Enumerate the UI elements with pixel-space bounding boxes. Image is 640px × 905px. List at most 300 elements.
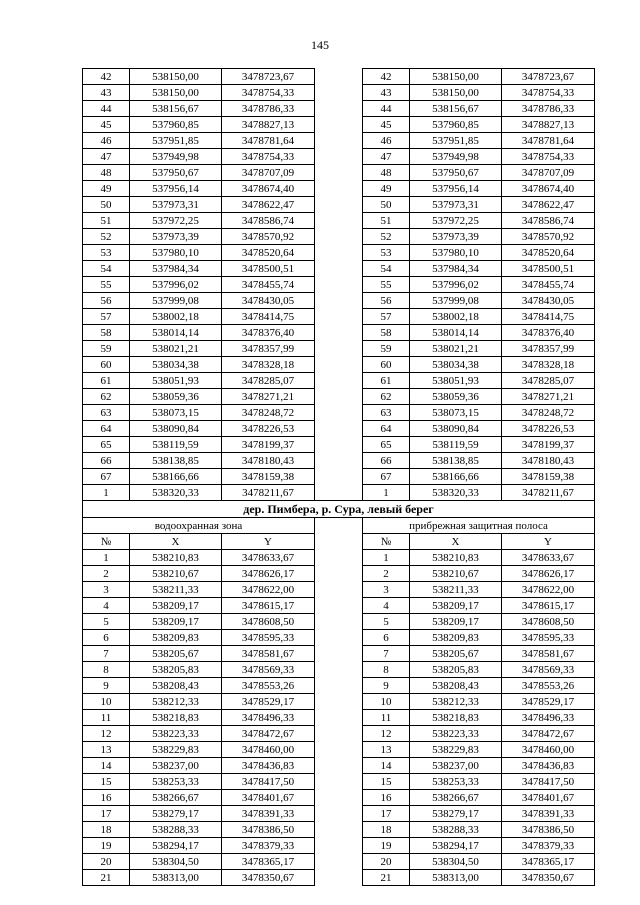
coord-y: 3478608,50: [222, 614, 315, 630]
point-number: 14: [363, 758, 410, 774]
coord-y: 3478581,67: [502, 646, 595, 662]
point-number: 11: [363, 710, 410, 726]
point-number: 49: [363, 181, 410, 197]
column-gap: [315, 694, 363, 710]
point-number: 7: [83, 646, 130, 662]
coord-x: 537960,85: [410, 117, 502, 133]
point-number: 8: [83, 662, 130, 678]
point-number: 46: [83, 133, 130, 149]
column-gap: [315, 149, 363, 165]
point-number: 6: [363, 630, 410, 646]
table-row: [83, 309, 595, 325]
point-number: 18: [83, 822, 130, 838]
point-number: 6: [83, 630, 130, 646]
coord-y: 3478414,75: [222, 309, 315, 325]
coord-x: 537996,02: [130, 277, 222, 293]
coord-x: 537973,31: [130, 197, 222, 213]
table-row: [83, 678, 595, 694]
point-number: 3: [363, 582, 410, 598]
coord-y: 3478379,33: [502, 838, 595, 854]
header-x: X: [410, 534, 502, 550]
table-row: [83, 133, 595, 149]
coord-x: 538119,59: [410, 437, 502, 453]
column-gap: [315, 85, 363, 101]
column-gap: [315, 133, 363, 149]
column-gap: [315, 165, 363, 181]
coord-x: 538059,36: [130, 389, 222, 405]
coord-y: 3478615,17: [222, 598, 315, 614]
coord-y: 3478569,33: [502, 662, 595, 678]
point-number: 42: [363, 69, 410, 85]
point-number: 1: [83, 550, 130, 566]
coord-y: 3478496,33: [502, 710, 595, 726]
coord-x: 538138,85: [410, 453, 502, 469]
point-number: 66: [83, 453, 130, 469]
column-gap: [315, 534, 363, 550]
point-number: 18: [363, 822, 410, 838]
coord-x: 538253,33: [130, 774, 222, 790]
point-number: 47: [83, 149, 130, 165]
coord-y: 3478365,17: [502, 854, 595, 870]
coord-y: 3478357,99: [502, 341, 595, 357]
point-number: 46: [363, 133, 410, 149]
column-gap: [315, 614, 363, 630]
coord-x: 538002,18: [130, 309, 222, 325]
coord-x: 538205,83: [410, 662, 502, 678]
point-number: 61: [363, 373, 410, 389]
coord-y: 3478159,38: [222, 469, 315, 485]
coord-x: 538138,85: [130, 453, 222, 469]
point-number: 56: [363, 293, 410, 309]
coord-x: 538210,67: [130, 566, 222, 582]
table-row: [83, 726, 595, 742]
column-gap: [315, 229, 363, 245]
coord-x: 538150,00: [130, 85, 222, 101]
column-gap: [315, 550, 363, 566]
coord-x: 537984,34: [410, 261, 502, 277]
coord-y: 3478586,74: [502, 213, 595, 229]
header-x: X: [130, 534, 222, 550]
coord-y: 3478401,67: [502, 790, 595, 806]
coord-x: 538209,17: [130, 614, 222, 630]
coord-x: 538211,33: [410, 582, 502, 598]
coord-y: 3478570,92: [222, 229, 315, 245]
point-number: 12: [83, 726, 130, 742]
coord-y: 3478430,05: [502, 293, 595, 309]
point-number: 52: [363, 229, 410, 245]
point-number: 5: [83, 614, 130, 630]
coord-x: 538166,66: [130, 469, 222, 485]
coord-x: 538090,84: [410, 421, 502, 437]
point-number: 19: [83, 838, 130, 854]
coord-y: 3478211,67: [222, 485, 315, 501]
point-number: 55: [363, 277, 410, 293]
table-row: [83, 453, 595, 469]
header-number: №: [363, 534, 410, 550]
column-gap: [315, 357, 363, 373]
coord-x: 538279,17: [410, 806, 502, 822]
column-gap: [315, 678, 363, 694]
point-number: 60: [363, 357, 410, 373]
coord-y: 3478180,43: [502, 453, 595, 469]
coord-x: 537951,85: [130, 133, 222, 149]
point-number: 64: [363, 421, 410, 437]
coord-x: 538205,67: [130, 646, 222, 662]
coord-x: 538150,00: [130, 69, 222, 85]
point-number: 19: [363, 838, 410, 854]
coord-x: 538223,33: [410, 726, 502, 742]
coord-y: 3478674,40: [502, 181, 595, 197]
zone-title-row: [83, 518, 595, 534]
coord-x: 538209,17: [410, 598, 502, 614]
table-row: [83, 646, 595, 662]
coord-x: 538119,59: [130, 437, 222, 453]
coord-x: 537960,85: [130, 117, 222, 133]
coord-y: 3478496,33: [222, 710, 315, 726]
point-number: 15: [83, 774, 130, 790]
point-number: 53: [83, 245, 130, 261]
table-row: [83, 325, 595, 341]
column-gap: [315, 742, 363, 758]
coord-y: 3478285,07: [222, 373, 315, 389]
lower-rows: [83, 550, 595, 886]
coord-y: 3478569,33: [222, 662, 315, 678]
point-number: 14: [83, 758, 130, 774]
coord-x: 537980,10: [410, 245, 502, 261]
table-row: [83, 662, 595, 678]
table-row: [83, 181, 595, 197]
point-number: 59: [363, 341, 410, 357]
coord-x: 537949,98: [410, 149, 502, 165]
coord-y: 3478520,64: [222, 245, 315, 261]
coord-x: 537972,25: [130, 213, 222, 229]
coord-y: 3478581,67: [222, 646, 315, 662]
table-row: [83, 85, 595, 101]
column-gap: [315, 277, 363, 293]
coord-y: 3478586,74: [222, 213, 315, 229]
column-gap: [315, 101, 363, 117]
coord-x: 538279,17: [130, 806, 222, 822]
point-number: 56: [83, 293, 130, 309]
coord-y: 3478211,67: [502, 485, 595, 501]
coord-x: 538229,83: [130, 742, 222, 758]
point-number: 65: [363, 437, 410, 453]
column-gap: [315, 469, 363, 485]
coord-y: 3478159,38: [502, 469, 595, 485]
table-row: [83, 261, 595, 277]
table-row: [83, 437, 595, 453]
coord-x: 538051,93: [410, 373, 502, 389]
point-number: 47: [363, 149, 410, 165]
coord-x: 537973,39: [130, 229, 222, 245]
point-number: 2: [363, 566, 410, 582]
table-row: [83, 854, 595, 870]
coord-y: 3478529,17: [222, 694, 315, 710]
table-row: [83, 774, 595, 790]
point-number: 57: [83, 309, 130, 325]
coord-y: 3478553,26: [502, 678, 595, 694]
table-row: [83, 165, 595, 181]
point-number: 9: [83, 678, 130, 694]
coord-x: 538211,33: [130, 582, 222, 598]
column-gap: [315, 389, 363, 405]
point-number: 51: [83, 213, 130, 229]
point-number: 4: [363, 598, 410, 614]
coord-x: 537999,08: [130, 293, 222, 309]
header-y: Y: [222, 534, 315, 550]
point-number: 50: [83, 197, 130, 213]
coord-y: 3478622,00: [222, 582, 315, 598]
point-number: 12: [363, 726, 410, 742]
coord-y: 3478199,37: [502, 437, 595, 453]
table-row: [83, 630, 595, 646]
coord-x: 538156,67: [130, 101, 222, 117]
point-number: 4: [83, 598, 130, 614]
coord-x: 538034,38: [410, 357, 502, 373]
point-number: 43: [363, 85, 410, 101]
coord-y: 3478553,26: [222, 678, 315, 694]
coord-y: 3478328,18: [502, 357, 595, 373]
point-number: 59: [83, 341, 130, 357]
table-row: [83, 742, 595, 758]
coord-y: 3478595,33: [502, 630, 595, 646]
point-number: 51: [363, 213, 410, 229]
header-y: Y: [502, 534, 595, 550]
coord-x: 538304,50: [130, 854, 222, 870]
table-row: [83, 293, 595, 309]
coord-y: 3478754,33: [502, 85, 595, 101]
coord-x: 538156,67: [410, 101, 502, 117]
coord-y: 3478455,74: [502, 277, 595, 293]
coord-x: 538304,50: [410, 854, 502, 870]
header-number: №: [83, 534, 130, 550]
column-gap: [315, 373, 363, 389]
point-number: 61: [83, 373, 130, 389]
column-gap: [315, 69, 363, 85]
coord-y: 3478401,67: [222, 790, 315, 806]
point-number: 57: [363, 309, 410, 325]
coord-y: 3478460,00: [222, 742, 315, 758]
column-gap: [315, 710, 363, 726]
coord-x: 538320,33: [130, 485, 222, 501]
coord-x: 538014,14: [410, 325, 502, 341]
table-row: [83, 421, 595, 437]
coord-x: 538150,00: [410, 85, 502, 101]
coord-y: 3478707,09: [222, 165, 315, 181]
column-gap: [315, 213, 363, 229]
table-row: [83, 710, 595, 726]
point-number: 45: [363, 117, 410, 133]
coord-y: 3478285,07: [502, 373, 595, 389]
coord-x: 538266,67: [410, 790, 502, 806]
coord-y: 3478626,17: [502, 566, 595, 582]
column-gap: [315, 790, 363, 806]
table-row: [83, 117, 595, 133]
point-number: 9: [363, 678, 410, 694]
point-number: 60: [83, 357, 130, 373]
table-row: [83, 838, 595, 854]
point-number: 20: [363, 854, 410, 870]
coord-y: 3478386,50: [502, 822, 595, 838]
coord-y: 3478271,21: [222, 389, 315, 405]
coord-y: 3478723,67: [502, 69, 595, 85]
coord-y: 3478430,05: [222, 293, 315, 309]
point-number: 1: [363, 550, 410, 566]
coord-x: 538237,00: [410, 758, 502, 774]
coord-y: 3478350,67: [502, 870, 595, 886]
point-number: 43: [83, 85, 130, 101]
column-gap: [315, 630, 363, 646]
point-number: 50: [363, 197, 410, 213]
coord-x: 538208,43: [130, 678, 222, 694]
column-gap: [315, 598, 363, 614]
table-row: [83, 405, 595, 421]
table-row: [83, 101, 595, 117]
point-number: 10: [363, 694, 410, 710]
coord-x: 538209,83: [130, 630, 222, 646]
point-number: 65: [83, 437, 130, 453]
table-row: [83, 389, 595, 405]
point-number: 44: [363, 101, 410, 117]
point-number: 63: [83, 405, 130, 421]
coord-x: 538229,83: [410, 742, 502, 758]
column-gap: [315, 197, 363, 213]
coord-x: 538294,17: [410, 838, 502, 854]
coord-x: 537999,08: [410, 293, 502, 309]
coord-x: 538205,83: [130, 662, 222, 678]
coord-y: 3478674,40: [222, 181, 315, 197]
coord-x: 537984,34: [130, 261, 222, 277]
table-row: [83, 277, 595, 293]
coord-y: 3478460,00: [502, 742, 595, 758]
page-number: 145: [311, 38, 329, 52]
coord-x: 538051,93: [130, 373, 222, 389]
coord-x: 537996,02: [410, 277, 502, 293]
point-number: 2: [83, 566, 130, 582]
point-number: 8: [363, 662, 410, 678]
column-gap: [315, 421, 363, 437]
point-number: 49: [83, 181, 130, 197]
point-number: 17: [83, 806, 130, 822]
table-row: [83, 566, 595, 582]
coord-y: 3478754,33: [222, 149, 315, 165]
point-number: 45: [83, 117, 130, 133]
section-title: дер. Пимбера, р. Сура, левый берег: [83, 501, 595, 518]
coord-x: 537949,98: [130, 149, 222, 165]
table-row: [83, 758, 595, 774]
coord-y: 3478626,17: [222, 566, 315, 582]
coord-y: 3478386,50: [222, 822, 315, 838]
coord-y: 3478781,64: [502, 133, 595, 149]
table-row: [83, 197, 595, 213]
point-number: 67: [363, 469, 410, 485]
column-gap: [315, 822, 363, 838]
column-gap: [315, 662, 363, 678]
coord-x: 538294,17: [130, 838, 222, 854]
table-row: [83, 870, 595, 886]
coord-x: 537950,67: [130, 165, 222, 181]
point-number: 58: [83, 325, 130, 341]
point-number: 20: [83, 854, 130, 870]
coord-y: 3478707,09: [502, 165, 595, 181]
table-row: [83, 341, 595, 357]
coord-x: 538021,21: [130, 341, 222, 357]
coord-y: 3478436,83: [222, 758, 315, 774]
coord-x: 538218,83: [410, 710, 502, 726]
column-header-row: [83, 534, 595, 550]
coord-x: 538150,00: [410, 69, 502, 85]
coord-x: 538002,18: [410, 309, 502, 325]
coord-y: 3478199,37: [222, 437, 315, 453]
column-gap: [315, 437, 363, 453]
point-number: 10: [83, 694, 130, 710]
table-row: [83, 373, 595, 389]
column-gap: [315, 726, 363, 742]
coord-y: 3478500,51: [222, 261, 315, 277]
point-number: 66: [363, 453, 410, 469]
point-number: 1: [363, 485, 410, 501]
coord-y: 3478622,00: [502, 582, 595, 598]
coord-x: 538288,33: [130, 822, 222, 838]
coord-x: 538209,17: [130, 598, 222, 614]
coord-x: 538212,33: [410, 694, 502, 710]
point-number: 62: [83, 389, 130, 405]
point-number: 53: [363, 245, 410, 261]
table-row: [83, 149, 595, 165]
point-number: 52: [83, 229, 130, 245]
coord-x: 538210,67: [410, 566, 502, 582]
coord-y: 3478248,72: [222, 405, 315, 421]
coord-x: 538320,33: [410, 485, 502, 501]
coord-y: 3478723,67: [222, 69, 315, 85]
coord-x: 538237,00: [130, 758, 222, 774]
coord-x: 538205,67: [410, 646, 502, 662]
column-gap: [315, 838, 363, 854]
coord-x: 538208,43: [410, 678, 502, 694]
coord-y: 3478376,40: [222, 325, 315, 341]
coord-y: 3478754,33: [502, 149, 595, 165]
coord-y: 3478786,33: [502, 101, 595, 117]
coord-x: 538073,15: [410, 405, 502, 421]
table-row: [83, 245, 595, 261]
column-gap: [315, 293, 363, 309]
table-row: [83, 694, 595, 710]
coord-y: 3478633,67: [502, 550, 595, 566]
point-number: 54: [363, 261, 410, 277]
coord-y: 3478414,75: [502, 309, 595, 325]
coord-x: 538059,36: [410, 389, 502, 405]
coord-y: 3478615,17: [502, 598, 595, 614]
coord-y: 3478595,33: [222, 630, 315, 646]
point-number: 67: [83, 469, 130, 485]
column-gap: [315, 405, 363, 421]
coord-x: 538313,00: [410, 870, 502, 886]
table-row: [83, 69, 595, 85]
coord-x: 538266,67: [130, 790, 222, 806]
coord-x: 537972,25: [410, 213, 502, 229]
column-gap: [315, 854, 363, 870]
point-number: 63: [363, 405, 410, 421]
coord-x: 538166,66: [410, 469, 502, 485]
coord-y: 3478350,67: [222, 870, 315, 886]
point-number: 16: [363, 790, 410, 806]
point-number: 48: [83, 165, 130, 181]
coord-y: 3478472,67: [502, 726, 595, 742]
left-zone-title: водоохранная зона: [83, 518, 315, 534]
table-row: [83, 213, 595, 229]
point-number: 11: [83, 710, 130, 726]
point-number: 58: [363, 325, 410, 341]
